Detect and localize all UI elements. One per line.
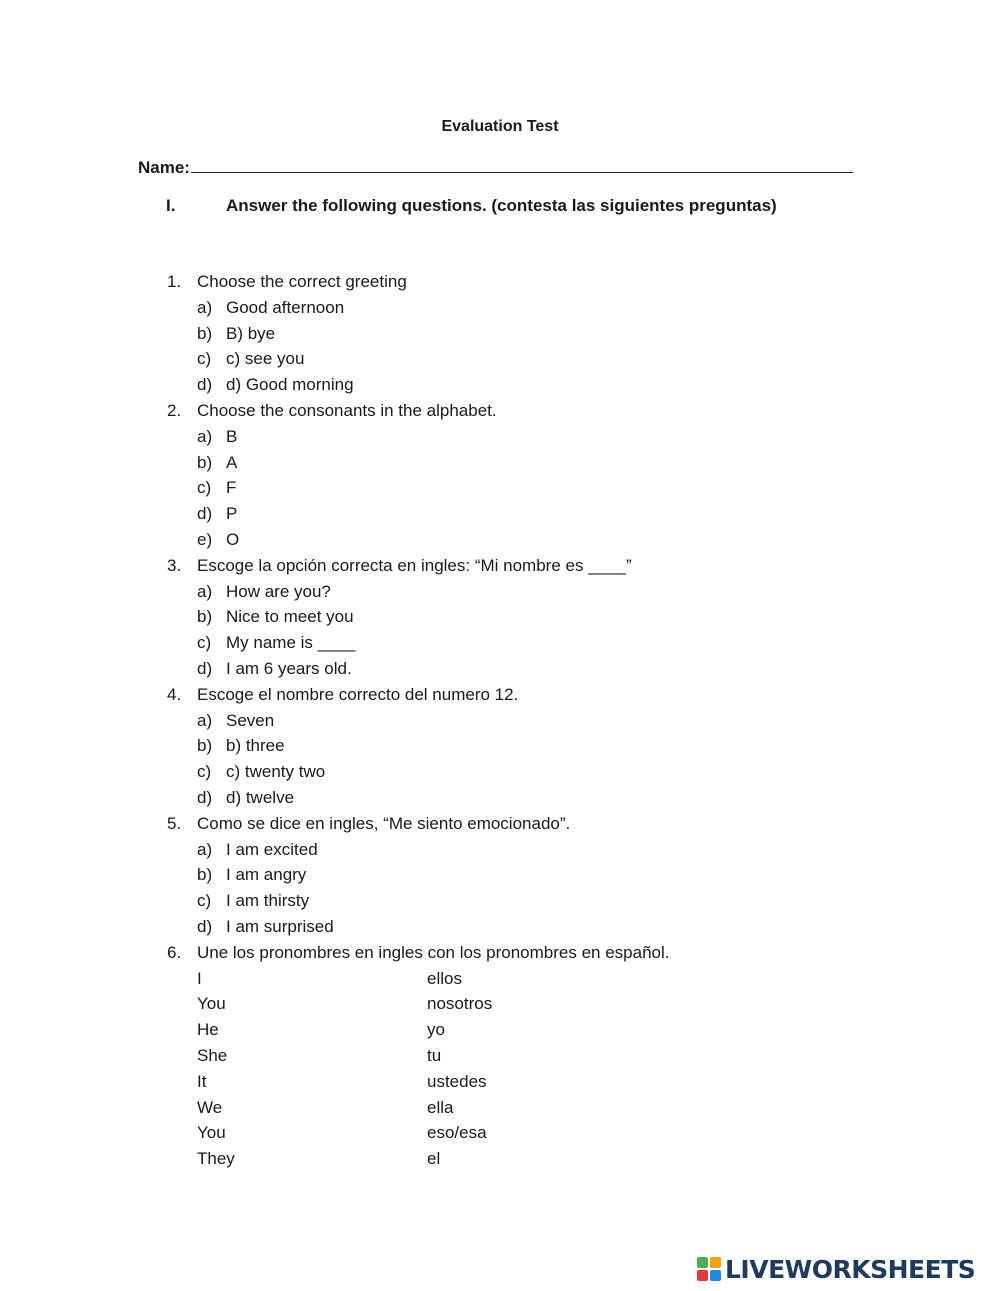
document-title: Evaluation Test xyxy=(441,118,559,135)
option-text: c) see you xyxy=(226,349,305,369)
question-number: 5. xyxy=(167,813,182,833)
option-text: I am surprised xyxy=(226,917,334,936)
liveworksheets-watermark xyxy=(697,1256,975,1284)
option-text: I am 6 years old. xyxy=(226,659,352,678)
spanish-pronoun[interactable]: ella xyxy=(427,1097,454,1117)
option-text: P xyxy=(226,504,238,524)
spanish-pronoun[interactable]: nosotros xyxy=(427,994,493,1014)
option-text: A xyxy=(226,452,238,472)
question-text: Escoge la opción correcta en ingles: “Mi nombre es ____” xyxy=(197,555,632,575)
option-text: How are you? xyxy=(226,581,331,601)
option-letter: c) xyxy=(197,891,212,911)
option-text: I am excited xyxy=(226,839,318,859)
section-number: I. xyxy=(166,196,176,215)
option-letter: a) xyxy=(197,297,213,317)
question-text: Como se dice en ingles, “Me siento emocionado”. xyxy=(197,813,571,833)
question-text: Choose the consonants in the alphabet. xyxy=(197,401,497,420)
option-letter: c) xyxy=(197,633,212,653)
option-letter: c) xyxy=(197,478,212,498)
option-letter: c) xyxy=(197,349,212,369)
question-number: 2. xyxy=(167,401,182,420)
option-text: b) three xyxy=(226,736,285,756)
option-letter: a) xyxy=(197,581,213,601)
watermark-text: LIVEWORKSHEETS xyxy=(725,1255,976,1284)
question-number: 3. xyxy=(167,555,182,575)
option-text: F xyxy=(226,478,237,498)
spanish-pronoun[interactable]: yo xyxy=(427,1020,445,1040)
english-pronoun[interactable]: She xyxy=(197,1046,228,1065)
question-text: Escoge el nombre correcto del numero 12. xyxy=(197,684,519,704)
option-letter: d) xyxy=(197,917,213,936)
option-letter: a) xyxy=(197,426,213,446)
option-text: I am angry xyxy=(226,865,307,885)
question-number: 6. xyxy=(167,942,182,962)
option-letter: e) xyxy=(197,530,213,549)
option-letter: c) xyxy=(197,762,212,782)
option-text: Good afternoon xyxy=(226,297,345,317)
option-text: B) bye xyxy=(226,323,276,343)
english-pronoun[interactable]: You xyxy=(197,1123,226,1143)
english-pronoun[interactable]: We xyxy=(197,1097,223,1117)
name-blank-line[interactable] xyxy=(191,156,853,173)
spanish-pronoun[interactable]: el xyxy=(427,1149,441,1169)
question-number: 1. xyxy=(167,272,182,291)
english-pronoun[interactable]: It xyxy=(197,1071,207,1091)
name-field[interactable] xyxy=(138,156,853,179)
option-text: Nice to meet you xyxy=(226,607,354,627)
option-letter: b) xyxy=(197,736,213,756)
spanish-pronoun[interactable]: ellos xyxy=(427,968,462,988)
question-text: Choose the correct greeting xyxy=(197,272,407,291)
question-number: 4. xyxy=(167,684,182,704)
option-letter: d) xyxy=(197,659,213,678)
option-letter: b) xyxy=(197,865,213,885)
option-text: I am thirsty xyxy=(226,891,310,911)
english-pronoun[interactable]: They xyxy=(197,1149,235,1169)
liveworksheets-logo-icon xyxy=(697,1257,723,1283)
spanish-pronoun[interactable]: ustedes xyxy=(427,1071,487,1091)
question-text: Une los pronombres en ingles con los pronombres en español. xyxy=(197,942,670,962)
option-text: Seven xyxy=(226,710,275,730)
option-text: B xyxy=(226,426,238,446)
english-pronoun[interactable]: You xyxy=(197,994,226,1014)
name-label: Name: xyxy=(138,158,190,177)
english-pronoun[interactable]: He xyxy=(197,1020,219,1040)
english-pronoun[interactable]: I xyxy=(197,968,202,988)
section-heading xyxy=(166,195,777,217)
option-letter: a) xyxy=(197,710,213,730)
option-letter: b) xyxy=(197,607,213,627)
option-text: c) twenty two xyxy=(226,762,326,782)
option-letter: a) xyxy=(197,839,213,859)
option-letter: d) xyxy=(197,375,213,395)
option-letter: b) xyxy=(197,452,213,472)
option-text: d) Good morning xyxy=(226,375,354,395)
option-text: My name is ____ xyxy=(226,633,356,653)
spanish-pronoun[interactable]: eso/esa xyxy=(427,1123,487,1143)
section-instructions: Answer the following questions. (contesta las siguientes preguntas) xyxy=(226,196,777,215)
option-text: d) twelve xyxy=(226,788,295,807)
option-text: O xyxy=(226,530,240,549)
option-letter: b) xyxy=(197,323,213,343)
spanish-pronoun[interactable]: tu xyxy=(427,1046,442,1065)
option-letter: d) xyxy=(197,788,213,807)
option-letter: d) xyxy=(197,504,213,524)
